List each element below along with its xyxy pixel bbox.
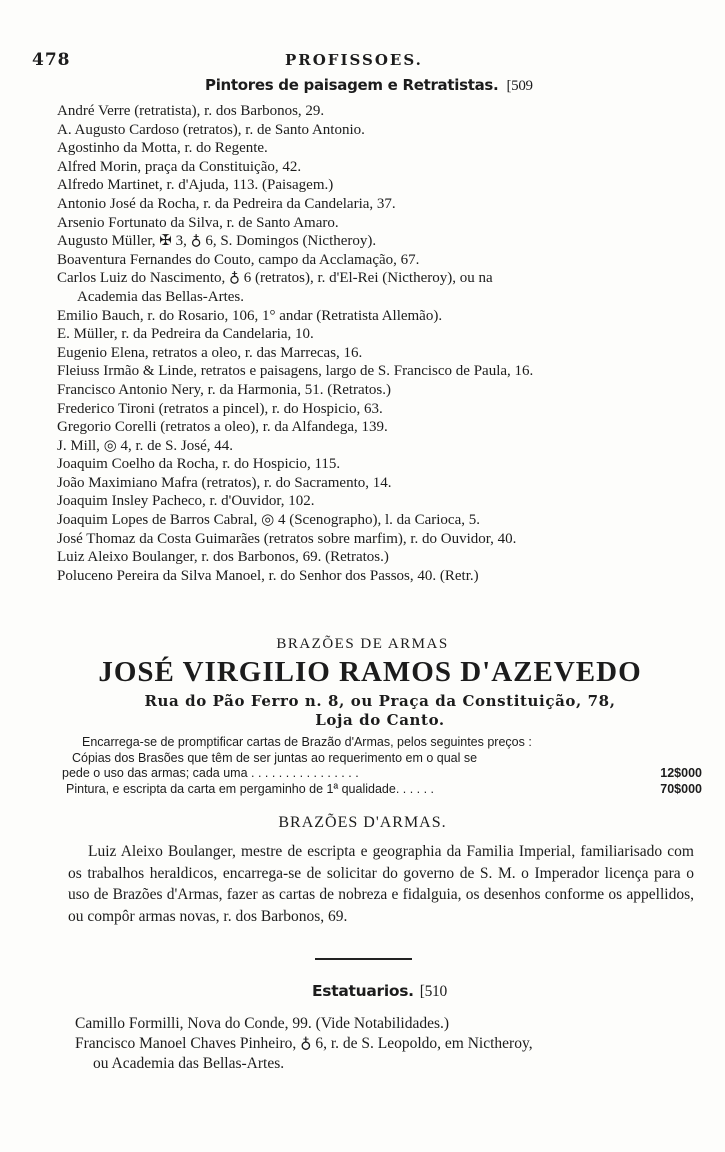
brazoes-heading: BRAZÕES D'ARMAS. xyxy=(278,814,447,831)
ad-pricing xyxy=(62,735,702,797)
list-item: E. Müller, r. da Pedreira da Candelaria, 10. xyxy=(57,326,314,343)
list-item: José Thomaz da Costa Guimarães (retratos sobre marfim), r. do Ouvidor, 40. xyxy=(57,530,517,547)
list-item: Eugenio Elena, retratos a oleo, r. das Marrecas, 16. xyxy=(57,344,363,361)
list-item: Arsenio Fortunato da Silva, r. de Santo Amaro. xyxy=(57,214,339,231)
section-title-text: Pintores de paisagem e Retratistas. xyxy=(205,76,499,94)
list-item: Gregorio Corelli (retratos a oleo), r. da Alfandega, 139. xyxy=(57,419,388,436)
price-row xyxy=(62,782,702,798)
ad-text-line: Encarrega-se de promptificar cartas de Brazão d'Armas, pelos seguintes preços : xyxy=(82,735,532,749)
ad-text-line: Cópias dos Brasões que têm de ser juntas ao requerimento em o qual se xyxy=(72,750,478,765)
list-item: Poluceno Pereira da Silva Manoel, r. do Senhor dos Passos, 40. (Retr.) xyxy=(57,567,479,584)
list-item-continuation: Academia das Bellas-Artes. xyxy=(77,288,245,305)
address-line: Rua do Pão Ferro n. 8, ou Praça da Constituição, 78, xyxy=(144,692,616,710)
list-item: Frederico Tironi (retratos a pincel), r. do Hospicio, 63. xyxy=(57,400,383,417)
statuarios-list xyxy=(75,1014,700,1074)
page-number: 478 xyxy=(32,50,71,70)
running-head: PROFISSOES. xyxy=(285,51,423,69)
price-value: 12$000 xyxy=(660,766,702,780)
list-item: Luiz Aleixo Boulanger, r. dos Barbonos, 69. (Retratos.) xyxy=(57,549,389,566)
list-item: Emilio Bauch, r. do Rosario, 106, 1° andar (Retratista Allemão). xyxy=(57,307,443,324)
list-item: Fleiuss Irmão & Linde, retratos e paisagens, largo de S. Francisco de Paula, 16. xyxy=(57,363,534,380)
list-item: André Verre (retratista), r. dos Barbonos, 29. xyxy=(57,103,325,119)
list-item: Joaquim Insley Pacheco, r. d'Ouvidor, 102. xyxy=(57,493,315,510)
list-item: Alfred Morin, praça da Constituição, 42. xyxy=(57,158,302,175)
list-item: Agostinho da Motta, r. do Regente. xyxy=(57,140,268,157)
statuarios-number: [510 xyxy=(419,983,447,1000)
divider xyxy=(315,958,412,960)
advertiser-address xyxy=(60,692,700,730)
brazoes-paragraph: Luiz Aleixo Boulanger, mestre de escripta e geographia da Familia Imperial, familiarisado com os trabalhos heraldicos, encarrega-se de solicitar do governo de S. M. o Imperador licença para o uso de Brazões d'Armas, fazer as cartas de nobreza e fidalguia, os desenhos conforme os appellidos, ou compôr armas novas, r. dos Barbonos, 69. xyxy=(68,843,694,925)
list-item: Alfredo Martinet, r. d'Ajuda, 113. (Paisagem.) xyxy=(57,177,334,194)
list-item: J. Mill, ◎ 4, r. de S. José, 44. xyxy=(57,437,234,454)
list-item: Camillo Formilli, Nova do Conde, 99. (Vide Notabilidades.) xyxy=(75,1015,450,1032)
list-item: Joaquim Coelho da Rocha, r. do Hospicio, 115. xyxy=(57,456,341,473)
list-item: Francisco Antonio Nery, r. da Harmonia, 51. (Retratos.) xyxy=(57,381,391,398)
statuarios-title xyxy=(312,982,447,1001)
list-item: Augusto Müller, ✠ 3, ♁ 6, S. Domingos (Nictheroy). xyxy=(57,233,377,250)
price-label: Pintura, e escripta da carta em pergaminho de 1ª qualidade. . . . . . xyxy=(66,781,435,796)
list-item: Joaquim Lopes de Barros Cabral, ◎ 4 (Scenographo), l. da Carioca, 5. xyxy=(57,512,480,529)
address-line: Loja do Canto. xyxy=(315,711,445,729)
list-item: Carlos Luiz do Nascimento, ♁ 6 (retratos), r. d'El-Rei (Nictheroy), ou na xyxy=(57,270,493,287)
ad-heading: BRAZÕES DE ARMAS xyxy=(276,636,449,652)
list-item: A. Augusto Cardoso (retratos), r. de Santo Antonio. xyxy=(57,121,365,138)
statuarios-title-text: Estatuarios. xyxy=(312,982,414,1000)
advertiser-name: JOSÉ VIRGILIO RAMOS D'AZEVEDO xyxy=(98,656,642,688)
list-item: João Maximiano Mafra (retratos), r. do Sacramento, 14. xyxy=(57,474,392,491)
list-item: Boaventura Fernandes do Couto, campo da Acclamação, 67. xyxy=(57,251,420,268)
painters-list xyxy=(57,102,697,585)
section-number: [509 xyxy=(506,78,533,94)
price-value: 70$000 xyxy=(660,781,702,796)
list-item: Antonio José da Rocha, r. da Pedreira da Candelaria, 37. xyxy=(57,195,396,212)
list-item-continuation: ou Academia das Bellas-Artes. xyxy=(93,1055,285,1072)
section-title xyxy=(205,76,533,95)
price-label: pede o uso das armas; cada uma . . . . . . . . . . . . . . . . xyxy=(62,766,359,780)
price-row xyxy=(62,766,702,782)
list-item: Francisco Manoel Chaves Pinheiro, ♁ 6, r. de S. Leopoldo, em Nictheroy, xyxy=(75,1035,533,1052)
